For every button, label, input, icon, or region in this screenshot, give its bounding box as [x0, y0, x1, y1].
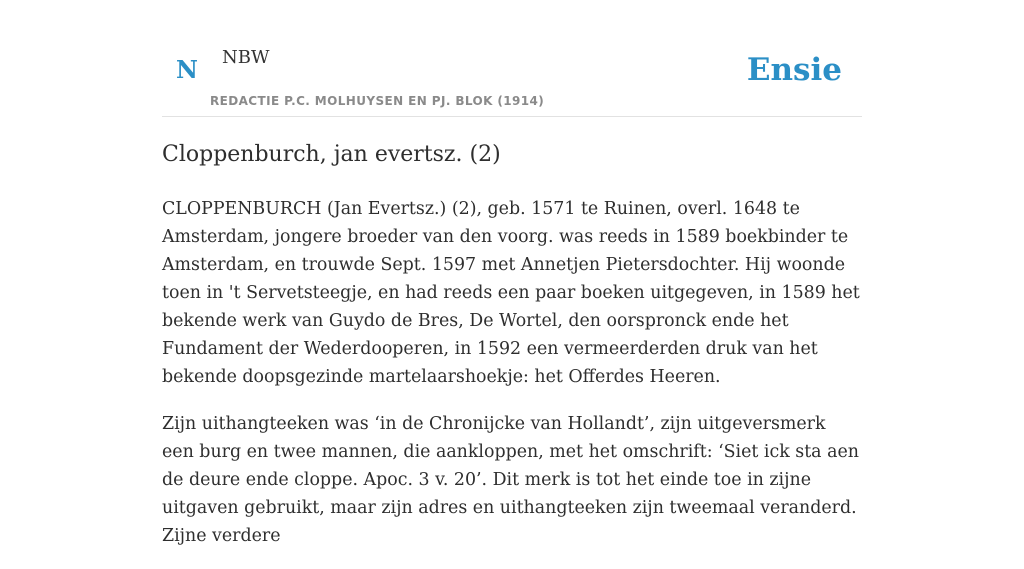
article-title: Cloppenburch, jan evertsz. (2) — [162, 142, 501, 167]
brand-logo-link[interactable]: Ensie — [746, 52, 842, 88]
article-paragraph: Zijn uithangteeken was ‘in de Chronijcke van Hollandt’, zijn uitgeversmerk een burg en twee mannen, die aankloppen, met het omschrift: ‘Siet ick sta aen de deure ende cloppe. Apoc. 3 v. 20’. Dit merk is tot het einde toe in zijne uitgaven gebruikt, maar zijn adres en uithangteeken zijn tweemaal veranderd. Zijne verdere — [162, 414, 859, 546]
source-subtitle: REDACTIE P.C. MOLHUYSEN EN PJ. BLOK (1914) — [210, 94, 545, 108]
article-paragraph: CLOPPENBURCH (Jan Evertsz.) (2), geb. 1571 te Ruinen, overl. 1648 te Amsterdam, jongere broeder van den voorg. was reeds in 1589 boekbinder te Amsterdam, en trouwde Sept. 1597 met Annetjen Pietersdochter. Hij woonde toen in 't Servetsteegje, en had reeds een paar boeken uitgegeven, in 1589 het bekende werk van Guydo de Bres, De Wortel, den oorspronck ende het Fundament der Wederdooperen, in 1592 een vermeerderden druk van het bekende doopsgezinde martelaarshoekje: het Offerdes Heeren. — [162, 199, 860, 387]
article — [162, 138, 862, 569]
source-title[interactable]: NBW — [222, 47, 270, 68]
site-header — [162, 0, 862, 117]
source-logo-icon[interactable]: N — [176, 55, 198, 84]
